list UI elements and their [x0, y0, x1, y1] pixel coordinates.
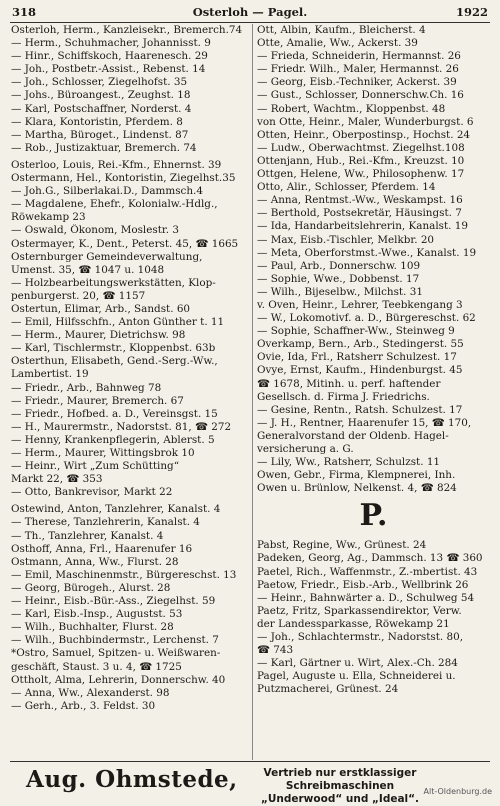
directory-entry: Ottenjann, Hub., Rei.-Kfm., Kreuzst. 10 — [257, 154, 465, 167]
directory-entry: — Friedr., Hofbed. a. D., Vereinsgst. 15 — [11, 407, 218, 420]
directory-entry: ☎ 743 — [257, 644, 294, 657]
directory-entry: — Joh., Postbetr.-Assist., Rebenst. 14 — [11, 63, 206, 76]
directory-entry: Otten, Heinr., Oberpostinsp., Hochst. 24 — [257, 128, 471, 141]
directory-entry: — Hinr., Schiffskoch, Haarenesch. 29 — [11, 50, 208, 63]
directory-entry: — Friedr. Wilh., Maler, Hermannst. 26 — [257, 63, 459, 76]
directory-entry: Markt 22, ☎ 353 — [11, 473, 103, 486]
column-divider — [252, 24, 253, 760]
directory-entry: — Wilh., Buchbindermstr., Lerchenst. 7 — [11, 634, 219, 647]
directory-entry: — Emil, Maschinenmstr., Bürgereschst. 13 — [11, 568, 237, 581]
directory-entry: — Henny, Krankenpflegerin, Ablerst. 5 — [11, 433, 215, 446]
directory-entry: Ottgen, Helene, Ww., Philosophenw. 17 — [257, 168, 465, 181]
directory-entry: — Gust., Schlosser, Donnerschw.Ch. 16 — [257, 89, 464, 102]
directory-entry: ☎ 1678, Mitinh. u. perf. haftender — [257, 377, 441, 390]
directory-entry: — Martha, Büroget., Lindenst. 87 — [11, 128, 189, 141]
directory-entry: — Ida, Handarbeitslehrerin, Kanalst. 19 — [257, 220, 469, 233]
advertiser-name: Aug. Ohmstede, — [26, 766, 238, 793]
directory-entry: — Oswald, Ökonom, Moslestr. 3 — [11, 224, 179, 237]
right-column — [257, 24, 490, 762]
directory-entry: — Karl, Tischlermstr., Kloppenbst. 63b — [11, 342, 216, 355]
directory-entry: — Gerh., Arb., 3. Feldst. 30 — [11, 699, 156, 712]
directory-entry: — Lily, Ww., Ratsherr, Schulzst. 11 — [257, 456, 441, 469]
year: 1922 — [455, 5, 488, 19]
directory-entry: der Landessparkasse, Röwekamp 21 — [257, 617, 450, 630]
left-column — [11, 24, 248, 762]
directory-entry: — Karl, Postschaffner, Norderst. 4 — [11, 102, 192, 115]
directory-entry: Generalvorstand der Oldenb. Hagel- — [257, 429, 449, 442]
directory-entry: — Wilh., Buchhalter, Flurst. 28 — [11, 621, 174, 634]
directory-entry: — Georg, Eisb.-Techniker, Ackerst. 39 — [257, 76, 457, 89]
directory-entry: — Sophie, Wwe., Dobbenst. 17 — [257, 272, 420, 285]
directory-entry: — W., Lokomotivf. a. D., Bürgereschst. 62 — [257, 312, 476, 325]
advertisement — [10, 761, 490, 805]
directory-entry: Overkamp, Bern., Arb., Stedingerst. 55 — [257, 338, 464, 351]
ad-line-1: Vertrieb nur erstklassiger Schreibmaschinen — [263, 767, 417, 792]
directory-entry: von Otte, Heinr., Maler, Wunderburgst. 6 — [257, 115, 474, 128]
directory-entry: — Therese, Tanzlehrerin, Kanalst. 4 — [11, 516, 200, 529]
directory-entry: — Magdalene, Ehefr., Kolonialw.-Hdlg., — [11, 198, 218, 211]
directory-entry: Paetel, Rich., Waffenmstr., Z.-mbertist. 43 — [257, 565, 478, 578]
directory-entry: Ostermayer, K., Dent., Peterst. 45, ☎ 1665 — [11, 237, 239, 250]
directory-entry: versicherung a. G. — [257, 443, 354, 455]
directory-entry: — Karl, Gärtner u. Wirt, Alex.-Ch. 284 — [257, 657, 458, 670]
directory-entry: — Joh., Schlachtermstr., Nadorstst. 80, — [257, 631, 464, 644]
directory-entry: *Ostro, Samuel, Spitzen- u. Weißwaren- — [11, 647, 221, 660]
directory-entry: penburgerst. 20, ☎ 1157 — [11, 289, 146, 302]
directory-entry: — Heinr., Eisb.-Bür.-Ass., Ziegelhst. 59 — [11, 595, 216, 608]
directory-entry: Ott, Albin, Kaufm., Bleicherst. 4 — [257, 24, 426, 36]
directory-entry: Owen, Gebr., Firma, Klempnerei, Inh. — [257, 469, 456, 482]
directory-entry: Padeken, Georg, Ag., Dammsch. 13 ☎ 360 — [257, 552, 483, 565]
directory-entry: — Sophie, Schaffner-Ww., Steinweg 9 — [257, 325, 455, 338]
directory-entry: — Holzbearbeitungswerkstätten, Klop- — [11, 276, 216, 289]
ad-line-2: „Underwood“ und „Ideal“. — [260, 793, 420, 805]
directory-entry: — Emil, Hilfsschfn., Anton Günther t. 11 — [11, 316, 225, 329]
directory-entry: Putzmacherei, Grünest. 24 — [257, 683, 399, 696]
directory-entry: — Herm., Maurer, Dietrichsw. 98 — [11, 329, 186, 342]
directory-entry: — Klara, Kontoristin, Pferdem. 8 — [11, 115, 183, 128]
directory-entry: — Heinr., Bahnwärter a. D., Schulweg 54 — [257, 591, 475, 604]
directory-entry: — Th., Tanzlehrer, Kanalst. 4 — [11, 529, 164, 542]
directory-entry: — Joh.G., Silberlakai.D., Dammsch.4 — [11, 185, 203, 198]
directory-entry: geschäft, Staust. 3 u. 4, ☎ 1725 — [11, 660, 182, 673]
directory-entry: Owen u. Brünlow, Nelkenst. 4, ☎ 824 — [257, 482, 457, 495]
watermark: Alt-Oldenburg.de — [423, 787, 492, 796]
directory-entry: Lambertist. 19 — [11, 368, 89, 381]
directory-entry: Ostmann, Anna, Ww., Flurst. 28 — [11, 555, 179, 568]
directory-entry: Ostermann, Hel., Kontoristin, Ziegelhst.35 — [11, 172, 236, 185]
directory-entry: — Max, Eisb.-Tischler, Melkbr. 20 — [257, 233, 435, 246]
header-rule — [10, 22, 490, 23]
page-number: 318 — [12, 5, 37, 19]
page-header — [12, 5, 488, 21]
directory-entry: Pagel, Auguste u. Ella, Schneiderei u. — [257, 670, 456, 683]
directory-entry: Otto, Alir., Schlosser, Pferdem. 14 — [257, 181, 436, 194]
directory-entry: Paetow, Friedr., Eisb.-Arb., Wellbrink 26 — [257, 578, 469, 591]
directory-entry: Ovie, Ida, Frl., Ratsherr Schulzest. 17 — [257, 351, 457, 364]
section-letter: P. — [359, 499, 388, 534]
directory-entry: — Herm., Maurer, Wittingsbrok 10 — [11, 447, 195, 459]
directory-entry: — J. H., Rentner, Haarenufer 15, ☎ 170, — [257, 416, 472, 429]
directory-entry: — Frieda, Schneiderin, Hermannst. 26 — [257, 50, 461, 63]
directory-entry: — Gesine, Rentn., Ratsh. Schulzest. 17 — [257, 403, 463, 416]
directory-entry: v. Oven, Heinr., Lehrer, Teebkengang 3 — [257, 298, 463, 311]
directory-entry: Röwekamp 23 — [11, 211, 86, 224]
directory-entry: Otte, Amalie, Ww., Ackerst. 39 — [257, 37, 418, 50]
directory-entry: Umenst. 35, ☎ 1047 u. 1048 — [11, 263, 165, 276]
directory-entry: — Friedr., Arb., Bahnweg 78 — [11, 381, 162, 394]
directory-entry: — Johs., Büroangest., Zeughst. 18 — [11, 89, 191, 102]
directory-entry: — Ludw., Oberwachtmst. Ziegelhst.108 — [257, 141, 465, 154]
directory-entry: Gesellsch. d. Firma J. Friedrichs. — [257, 390, 430, 403]
directory-entry: Paetz, Fritz, Sparkassendirektor, Verw. — [257, 604, 462, 617]
directory-entry: Pabst, Regine, Ww., Grünest. 24 — [257, 539, 427, 552]
directory-entry: — Otto, Bankrevisor, Markt 22 — [11, 486, 173, 499]
directory-entry: Osterloh, Herm., Kanzleisekr., Bremerch.74 — [11, 24, 243, 36]
directory-entry: — Herm., Schuhmacher, Johannisst. 9 — [11, 37, 211, 50]
directory-entry: — Berthold, Postsekretär, Häusingst. 7 — [257, 207, 462, 220]
directory-entry: Osternburger Gemeindeverwaltung, — [11, 250, 203, 263]
running-title: Osterloh — Pagel. — [192, 5, 308, 19]
directory-entry: — Anna, Ww., Alexanderst. 98 — [11, 686, 170, 699]
directory-entry: — Paul, Arb., Donnerschw. 109 — [257, 259, 421, 272]
directory-entry: — H., Maurermstr., Nadorstst. 81, ☎ 272 — [11, 420, 232, 433]
directory-entry: Osterthun, Elisabeth, Gend.-Serg.-Ww., — [11, 355, 218, 368]
directory-entry: Osterloo, Louis, Rei.-Kfm., Ehnernst. 39 — [11, 158, 222, 171]
directory-entry: Ottholt, Alma, Lehrerin, Donnerschw. 40 — [11, 673, 226, 686]
directory-entry: — Georg, Bürogeh., Alurst. 28 — [11, 581, 171, 594]
directory-entry: Ostertun, Elimar, Arb., Sandst. 60 — [11, 302, 191, 315]
directory-entry: — Heinr., Wirt „Zum Schütting“ — [11, 460, 180, 473]
directory-entry: — Karl, Eisb.-Insp., Augustst. 53 — [11, 608, 183, 621]
directory-entry: — Robert, Wachtm., Kloppenbst. 48 — [257, 102, 446, 115]
advertisement-text — [230, 767, 450, 806]
directory-entry: Ovye, Ernst, Kaufm., Hindenburgst. 45 — [257, 364, 463, 377]
directory-entry: — Anna, Rentmst.-Ww., Weskampst. 16 — [257, 194, 463, 207]
directory-entry: — Wilh., Bijeselbw., Milchst. 31 — [257, 285, 423, 298]
directory-entry: Osthoff, Anna, Frl., Haarenufer 16 — [11, 542, 193, 555]
directory-entry: — Rob., Justizaktuar, Bremerch. 74 — [11, 141, 197, 154]
directory-entry: — Meta, Oberforstmst.-Wwe., Kanalst. 19 — [257, 246, 477, 259]
directory-entry: — Joh., Schlosser, Ziegelhofst. 35 — [11, 76, 188, 89]
directory-entry: Ostewind, Anton, Tanzlehrer, Kanalst. 4 — [11, 503, 221, 516]
directory-entry: — Friedr., Maurer, Bremerch. 67 — [11, 394, 184, 407]
